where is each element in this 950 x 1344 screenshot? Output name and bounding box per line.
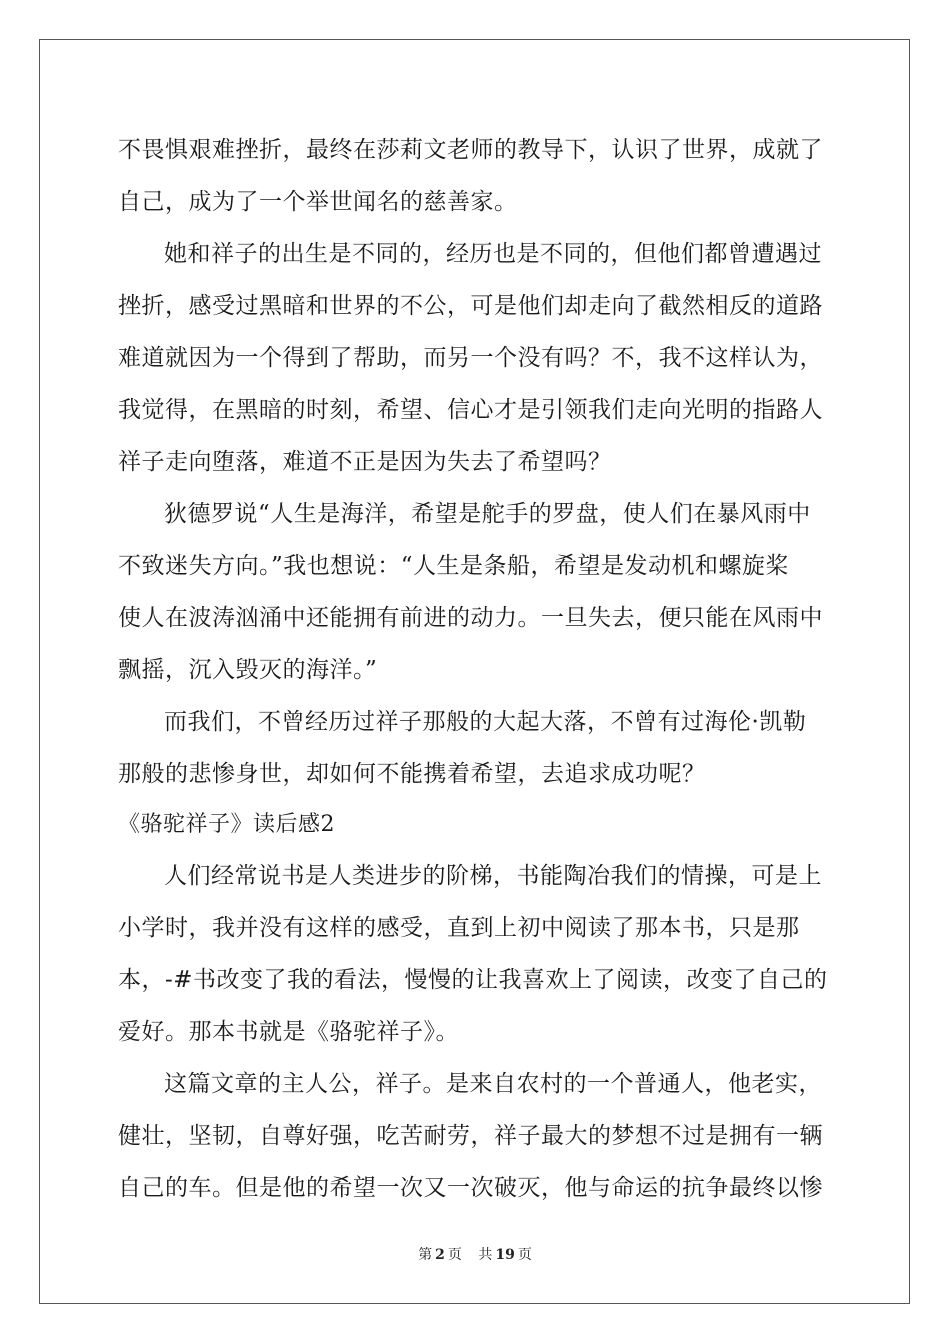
total-suffix: 页 (517, 1247, 532, 1263)
text-line: 而我们，不曾经历过祥子那般的大起大落，不曾有过海伦·凯勒 (164, 709, 807, 735)
total-pages: 19 (495, 1247, 515, 1263)
page-prefix: 第 (418, 1247, 433, 1263)
text-line: 飘摇，沉入毁灭的海洋。” (118, 657, 378, 683)
page-footer (0, 1244, 950, 1264)
text-line: 小学时，我并没有这样的感受，直到上初中阅读了那本书，只是那 (118, 915, 800, 941)
text-line: 爱好。那本书就是《骆驼祥子》。 (118, 1019, 459, 1045)
text-line: 我觉得，在黑暗的时刻，希望、信心才是引领我们走向光明的指路人 (118, 397, 823, 423)
text-line: 不致迷失方向。”我也想说：“人生是条船，希望是发动机和螺旋桨 (118, 553, 790, 579)
text-line: 她和祥子的出生是不同的，经历也是不同的，但他们都曾遭遇过 (164, 241, 822, 267)
text-line: 难道就因为一个得到了帮助，而另一个没有吗？不，我不这样认为， (118, 345, 823, 371)
text-line: 自己，成为了一个举世闻名的慈善家。 (118, 189, 518, 215)
text-line: 使人在波涛汹涌中还能拥有前进的动力。一旦失去，便只能在风雨中 (118, 605, 823, 631)
document-body (118, 124, 834, 1214)
page-indicator (415, 1247, 465, 1263)
text-line: 不畏惧艰难挫折，最终在莎莉文老师的教导下，认识了世界，成就了 (118, 137, 823, 163)
text-line: 人们经常说书是人类进步的阶梯，书能陶冶我们的情操，可是上 (164, 863, 822, 889)
text-line: 本，-#书改变了我的看法，慢慢的让我喜欢上了阅读，改变了自己的 (118, 967, 828, 993)
page-suffix: 页 (447, 1247, 462, 1263)
text-line: 狄德罗说“人生是海洋，希望是舵手的罗盘，使人们在暴风雨中 (164, 501, 811, 527)
section-heading: 《骆驼祥子》读后感2 (118, 812, 335, 837)
text-line: 这篇文章的主人公，祥子。是来自农村的一个普通人，他老实， (164, 1071, 822, 1097)
text-line: 自己的车。但是他的希望一次又一次破灭，他与命运的抗争最终以惨 (118, 1175, 823, 1201)
text-line: 挫折，感受过黑暗和世界的不公，可是他们却走向了截然相反的道路 (118, 293, 823, 319)
text-line: 那般的悲惨身世，却如何不能携着希望，去追求成功呢？ (118, 761, 706, 787)
text-line: 健壮，坚韧，自尊好强，吃苦耐劳，祥子最大的梦想不过是拥有一辆 (118, 1123, 823, 1149)
page-number: 2 (435, 1247, 445, 1263)
total-indicator (475, 1247, 534, 1263)
total-prefix: 共 (478, 1247, 493, 1263)
text-line: 祥子走向堕落，难道不正是因为失去了希望吗？ (118, 449, 612, 475)
